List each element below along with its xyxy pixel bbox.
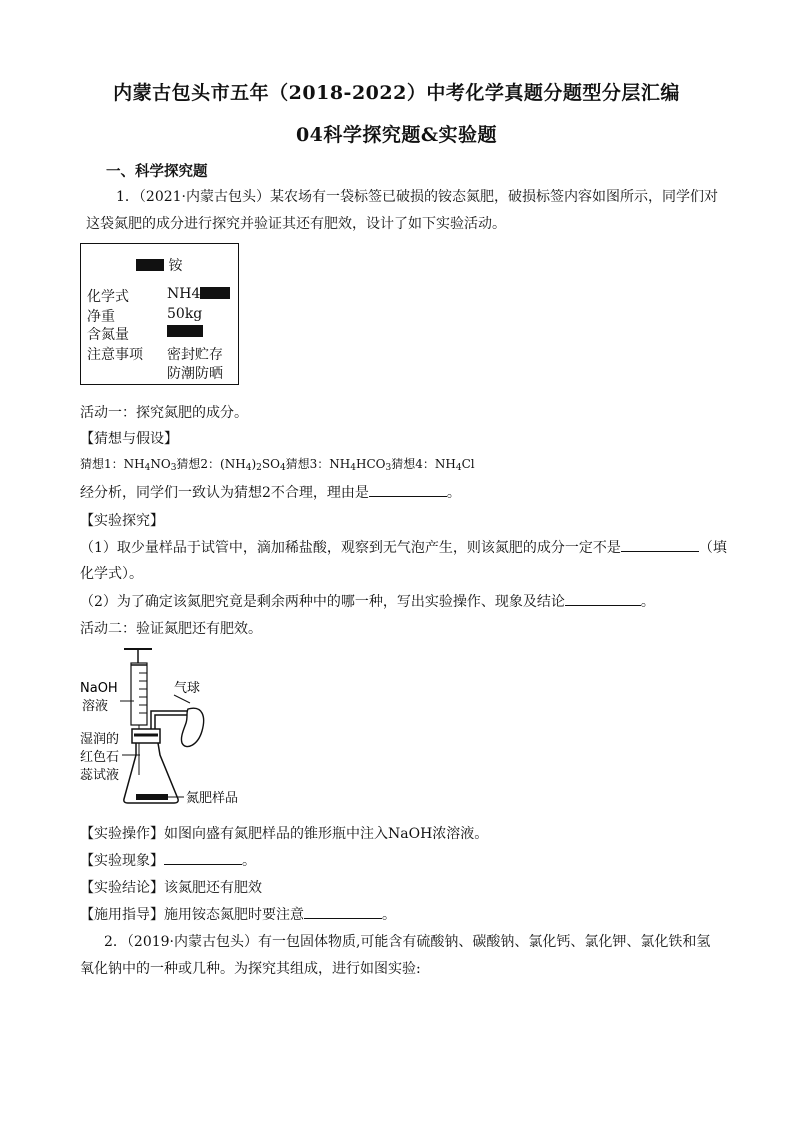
hypothesis-heading: 【猜想与假设】 (80, 431, 178, 447)
page-title-line1: 内蒙古包头市五年（2018-2022）中考化学真题分题型分层汇编 (113, 82, 680, 104)
fertilizer-sample (136, 794, 168, 800)
explore-heading: 【实验探究】 (80, 513, 164, 529)
apparatus-diagram (78, 643, 268, 813)
step2-line: （2）为了确定该氮肥究竟是剩余两种中的哪一种，写出实验操作、现象及结论 。 (80, 591, 655, 611)
q1-intro-line2: 这袋氮肥的成分进行探究并验证其还有肥效，设计了如下实验活动。 (86, 216, 506, 232)
step1-line2: 化学式）。 (80, 566, 143, 582)
guidance-line: 【施用指导】施用铵态氮肥时要注意 。 (80, 904, 396, 924)
guesses-line: 猜想1：$NH_4NO_3$猜想2：$(NH_4)_2SO_4$猜想3：$NH_4HCO_3$猜想4：$NH_4Cl$ (80, 457, 475, 473)
naoh-label: NaOH (80, 681, 118, 696)
label-nitrogen-key: 含氮量 (87, 327, 129, 343)
answer-blank[interactable] (621, 537, 699, 552)
answer-blank[interactable] (304, 904, 382, 919)
q2-line1: 2．（2019·内蒙古包头）有一包固体物质,可能含有硫酸钠、碳酸钠、氯化钙、氯化钾、氯化铁和氢 (104, 934, 711, 950)
label-formula-value: NH4 (167, 286, 201, 302)
balloon (181, 708, 203, 746)
phenomenon-line: 【实验现象】 。 (80, 850, 256, 870)
label-formula-key: 化学式 (87, 289, 129, 305)
label-notes-key: 注意事项 (87, 347, 143, 363)
label-notes-line1: 密封贮存 (167, 347, 223, 363)
litmus-label-1: 湿润的 (80, 732, 120, 747)
label-redaction (200, 287, 230, 299)
syringe-barrel (131, 663, 147, 725)
label-weight-key: 净重 (87, 309, 115, 325)
activity2: 活动二：验证氮肥还有肥效。 (80, 621, 262, 637)
label-redaction (136, 259, 164, 271)
label-name: 铵 (168, 258, 183, 274)
sample-label: 氮肥样品 (186, 791, 239, 806)
label-notes-line2: 防潮防晒 (167, 366, 223, 382)
q1-intro-line1: 1．（2021·内蒙古包头）某农场有一袋标签已破损的铵态氮肥，破损标签内容如图所示，同学们对 (116, 189, 718, 205)
litmus-label-2: 红色石 (80, 750, 120, 765)
answer-blank[interactable] (164, 850, 242, 865)
section-heading: 一、科学探究题 (106, 163, 208, 180)
litmus-label-3: 蕊试液 (80, 768, 120, 783)
operation-line: 【实验操作】如图向盛有氮肥样品的锥形瓶中注入NaOH浓溶液。 (80, 826, 489, 842)
answer-blank[interactable] (565, 591, 641, 606)
label-weight-value: 50kg (167, 306, 203, 322)
balloon-label: 气球 (174, 681, 201, 696)
naoh-solution-label: 溶液 (82, 699, 109, 714)
analysis-line: 经分析，同学们一致认为猜想2不合理，理由是 。 (80, 482, 461, 502)
label-redaction (167, 325, 203, 337)
q2-line2: 氧化钠中的一种或几种。为探究其组成，进行如图实验: (80, 961, 421, 977)
activity1: 活动一：探究氮肥的成分。 (80, 405, 248, 421)
answer-blank[interactable] (369, 482, 447, 497)
fertilizer-label (80, 243, 239, 385)
conclusion-line: 【实验结论】该氮肥还有肥效 (80, 880, 262, 896)
step1-line: （1）取少量样品于试管中，滴加稀盐酸，观察到无气泡产生，则该氮肥的成分一定不是 （填 (80, 537, 727, 557)
page-title-line2: 04科学探究题&实验题 (295, 124, 498, 146)
